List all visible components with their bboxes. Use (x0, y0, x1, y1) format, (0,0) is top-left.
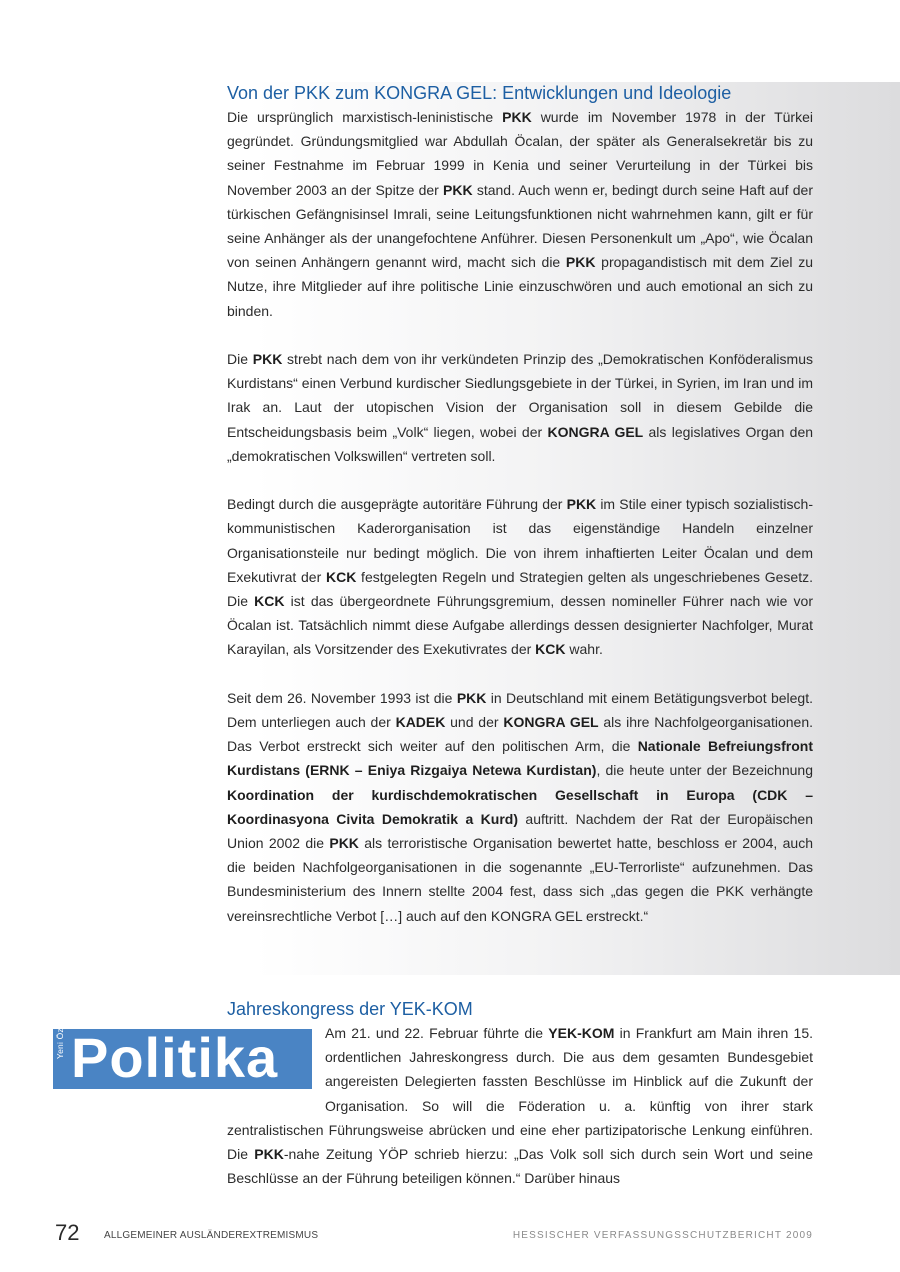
section-body-yek-kom (227, 1021, 813, 1190)
footer-report-title: HESSISCHER VERFASSUNGSSCHUTZBERICHT 2009 (512, 1230, 813, 1241)
bold-term: KCK (535, 641, 566, 658)
section-title-pkk: Von der PKK zum KONGRA GEL: Entwicklungen und Ideologie (227, 83, 732, 103)
page-number: 72 (55, 1220, 80, 1245)
bold-term: PKK (254, 1146, 284, 1163)
bold-term: KONGRA GEL (503, 714, 599, 731)
paragraph-pkk-confederalism: Die PKK strebt nach dem von ihr verkündeten Prinzip des „Demokratischen Konföderalismus Kurdistans“ einen Verbund kurdischer Siedlungsgebiete in der Türkei, in Syrien, im Iran und im Irak an. Laut der utopischen Vision der Organisation soll in diesem Gebilde die Entscheidungsbasis beim „Volk“ liegen, wobei der KONGRA GEL als legislatives Organ den „demokratischen Volkswillen“ vertreten soll. (227, 351, 814, 464)
section-title-yek-kom: Jahreskongress der YEK-KOM (227, 999, 473, 1019)
bold-term: KONGRA GEL (547, 423, 644, 440)
bold-term: Nationale Befreiungsfront Kurdistans (ERNK – Eniya Rizgaiya Netewa Kurdistan) (227, 738, 813, 779)
logo-big-text: Politika (71, 1026, 279, 1089)
section-body-pkk (227, 105, 813, 952)
bold-term: PKK (329, 835, 359, 852)
bold-term: PKK (566, 496, 597, 513)
bold-term: YEK-KOM (548, 1025, 615, 1041)
bold-term: Koordination der kurdischdemokratischen Gesellschaft in Europa (CDK – Koordinasyona Civita Demokratik a Kurd) (227, 786, 813, 827)
bold-term: PKK (456, 689, 487, 706)
paragraph-pkk-leadership: Bedingt durch die ausgeprägte autoritäre Führung der PKK im Stile einer typisch sozialistisch-kommunistischen Kaderorganisation ist das eigenständige Handeln einzelner Organisationsteile nur bedingt möglich. Die von ihrem inhaftierten Leiter Öcalan und dem Exekutivrat der KCK festgelegten Regeln und Strategien gelten als ungeschriebenes Gesetz. Die KCK ist das übergeordnete Führungsgremium, dessen nomineller Führer nach wie vor Öcalan ist. Tatsächlich nimmt diese Aufgabe allerdings dessen designierter Nachfolger, Murat Karayilan, als Vorsitzender des Exekutivrates der KCK wahr. (227, 496, 813, 658)
bold-term: KCK (325, 568, 357, 585)
bold-term: PKK (502, 109, 532, 125)
bold-term: KADEK (395, 714, 446, 731)
bold-term: PKK (443, 181, 473, 198)
bold-term: KCK (254, 593, 285, 610)
paragraph-pkk-ban: Seit dem 26. November 1993 ist die PKK in Deutschland mit einem Betätigungsverbot belegt. Dem unterliegen auch der KADEK und der KONGRA GEL als ihre Nachfolgeorganisationen. Das Verbot erstreckt sich weiter auf den politischen Arm, die Nationale Befreiungsfront Kurdistans (ERNK – Eniya Rizgaiya Netewa Kurdistan), die heute unter der Bezeichnung Koordination der kurdischdemokratischen Gesellschaft in Europa (CDK – Koordinasyona Civita Demokratik a Kurd) auftritt. Nachdem der Rat der Europäischen Union 2002 die PKK als terroristische Organisation bewertet hatte, beschloss er 2004, auch die beiden Nachfolgeorganisationen in die sogenannte „EU-Terrorliste“ aufzunehmen. Das Bundesministerium des Innern stellte 2004 fest, dass sich „das gegen die PKK verhängte vereinsrechtliche Verbot […] auch auf den KONGRA GEL erstreckt.“ (227, 689, 814, 924)
bold-term: PKK (252, 351, 283, 368)
bold-term: PKK (565, 254, 596, 271)
logo-small-text: Yeni Özgür (55, 1015, 65, 1059)
paragraph-pkk-history: Die ursprünglich marxistisch-leninistische PKK wurde im November 1978 in der Türkei gegründet. Gründungsmitglied war Abdullah Öcalan, der später als Generalsekretär bis zu seiner Festnahme im Februar 1999 in Kenia und seiner Verurteilung in der Türkei bis November 2003 an der Spitze der PKK stand. Auch wenn er, bedingt durch seine Haft auf der türkischen Gefängnisinsel Imrali, seine Leitungsfunktionen nicht wahrnehmen kann, gilt er für seine Anhänger als der unangefochtene Anführer. Diesen Personenkult um „Apo“, wie Öcalan von seinen Anhängern genannt wird, macht sich die PKK propagandistisch mit dem Ziel zu Nutze, ihre Mitglieder auf ihre politische Linie einzuschwören und auch emotional an sich zu binden. (227, 109, 813, 319)
logo-text-wrap-space (227, 1021, 325, 1115)
footer-chapter-title: ALLGEMEINER AUSLÄNDEREXTREMISMUS (104, 1230, 319, 1241)
paragraph-yek-kom-congress: Am 21. und 22. Februar führte die YEK-KOM in Frankfurt am Main ihren 15. ordentlichen Jahreskongress durch. Die aus dem gesamten Bundesgebiet angereisten Delegierten fassten Beschlüsse im Hinblick auf die Zukunft der Organisation. So will die Föderation u. a. künftig von ihrer stark zentralistischen Führungsweise abrücken und eine eher partizipatorische Lenkung einführen. Die PKK-nahe Zeitung YÖP schrieb hierzu: „Das Volk soll sich durch sein Wort und seine Beschlüsse an der Führung beteiligen können.“ Darüber hinaus (227, 1025, 814, 1187)
